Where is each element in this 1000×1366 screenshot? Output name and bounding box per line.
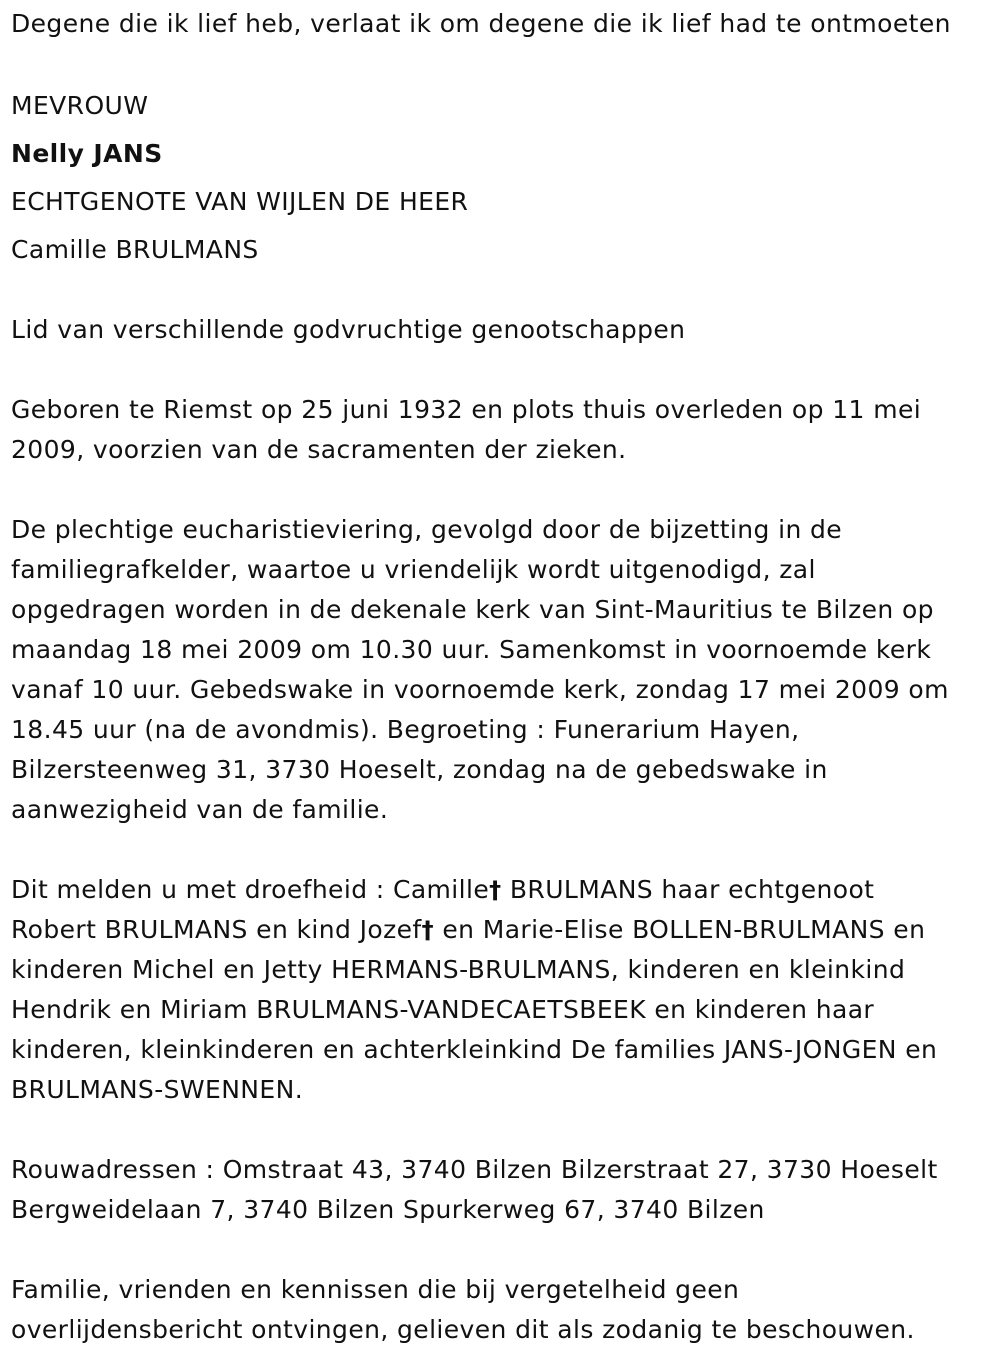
announcement-text: Robert BRULMANS en kind Jozef [11, 915, 422, 944]
closing-line: overlijdensbericht ontvingen, gelieven dit als zodanig te beschouwen. [11, 1315, 915, 1344]
birth-death-paragraph [11, 390, 986, 470]
announcement-line: kinderen, kleinkinderen en achterkleinkind De families JANS-JONGEN en [11, 1035, 938, 1064]
ceremony-line: Bilzersteenweg 31, 3730 Hoeselt, zondag na de gebedswake in [11, 755, 828, 784]
ceremony-line: aanwezigheid van de familie. [11, 795, 389, 824]
announcement-text: BRULMANS haar echtgenoot [501, 875, 875, 904]
birth-death-line: 2009, voorzien van de sacramenten der zieken. [11, 435, 627, 464]
ceremony-line: opgedragen worden in de dekenale kerk van Sint-Mauritius te Bilzen op [11, 595, 934, 624]
spouse-name: Camille BRULMANS [11, 235, 259, 264]
honorific: MEVROUW [11, 91, 149, 120]
announcement-text: en Marie-Elise BOLLEN-BRULMANS en [434, 915, 926, 944]
cross-icon: † [421, 916, 434, 944]
ceremony-line: familiegrafkelder, waartoe u vriendelijk wordt uitgenodigd, zal [11, 555, 816, 584]
spouse-relation: ECHTGENOTE VAN WIJLEN DE HEER [11, 187, 469, 216]
membership: Lid van verschillende godvruchtige genootschappen [11, 315, 686, 344]
announcement-line: kinderen Michel en Jetty HERMANS-BRULMANS, kinderen en kleinkind [11, 955, 906, 984]
announcement-text: Dit melden u met droefheid : Camille [11, 875, 490, 904]
ceremony-paragraph [11, 510, 986, 830]
birth-death-line: Geboren te Riemst op 25 juni 1932 en plots thuis overleden op 11 mei [11, 395, 922, 424]
ceremony-line: 18.45 uur (na de avondmis). Begroeting : Funerarium Hayen, [11, 715, 800, 744]
deceased-name: Nelly JANS [11, 139, 163, 168]
address-line: Bergweidelaan 7, 3740 Bilzen Spurkerweg 67, 3740 Bilzen [11, 1195, 765, 1224]
announcement-line [11, 910, 986, 950]
ceremony-line: maandag 18 mei 2009 om 10.30 uur. Samenkomst in voornoemde kerk [11, 635, 932, 664]
closing-paragraph [11, 1270, 986, 1350]
closing-line: Familie, vrienden en kennissen die bij vergetelheid geen [11, 1275, 740, 1304]
cross-icon: † [489, 876, 502, 904]
announcement-line: Hendrik en Miriam BRULMANS-VANDECAETSBEEK en kinderen haar [11, 995, 875, 1024]
announcement-line: BRULMANS-SWENNEN. [11, 1075, 304, 1104]
ceremony-line: De plechtige eucharistieviering, gevolgd door de bijzetting in de [11, 515, 843, 544]
motto: Degene die ik lief heb, verlaat ik om degene die ik lief had te ontmoeten [11, 9, 951, 38]
address-line: Rouwadressen : Omstraat 43, 3740 Bilzen Bilzerstraat 27, 3730 Hoeselt [11, 1155, 938, 1184]
announcement-line [11, 870, 986, 910]
announcement-paragraph [11, 870, 986, 1110]
ceremony-line: vanaf 10 uur. Gebedswake in voornoemde kerk, zondag 17 mei 2009 om [11, 675, 949, 704]
addresses-paragraph [11, 1150, 986, 1230]
